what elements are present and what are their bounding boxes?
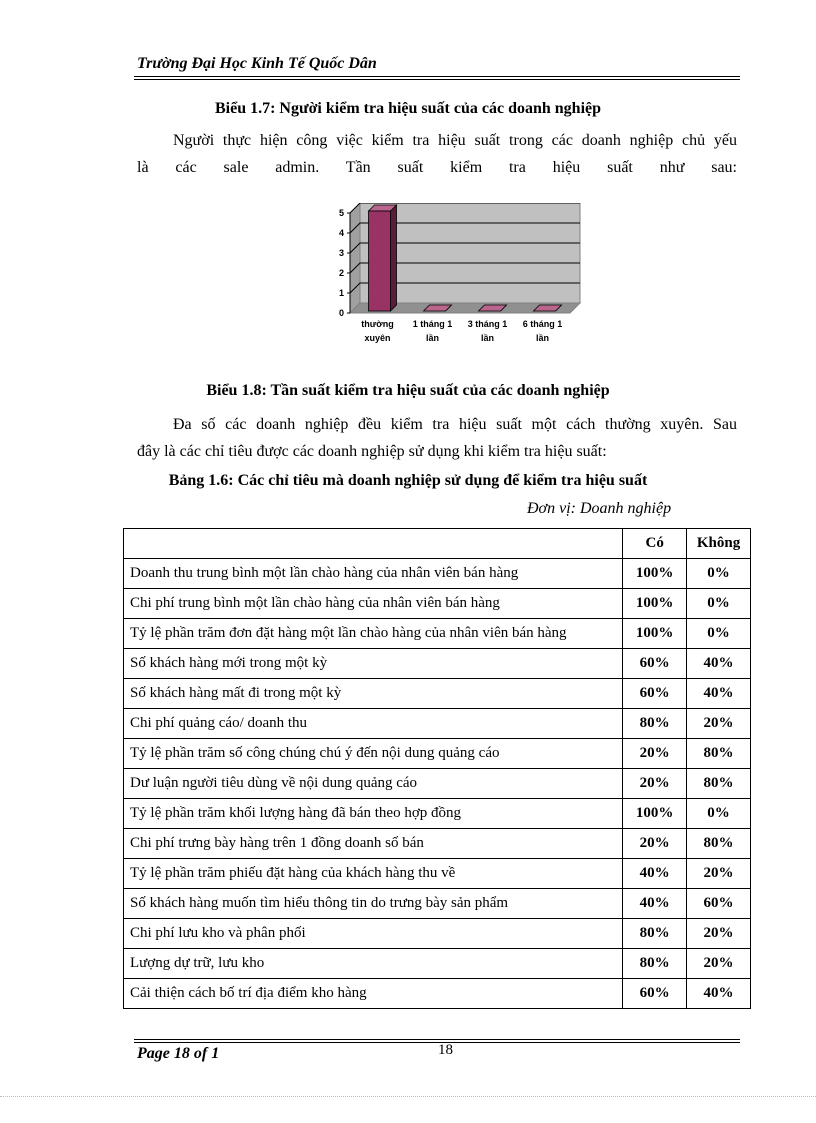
frequency-bar-chart (330, 203, 590, 355)
table-cell-no: 0% (687, 619, 751, 649)
table-cell-yes: 100% (623, 619, 687, 649)
page-bottom-divider (0, 1096, 816, 1097)
table-row (124, 889, 751, 919)
table-row (124, 739, 751, 769)
chart-y-tick-label: 0 (338, 308, 344, 318)
chart-x-tick-label: 1 tháng 1 (412, 319, 453, 329)
table-row (124, 709, 751, 739)
footer-rule-bottom (134, 1042, 740, 1043)
table-cell-indicator: Cải thiện cách bố trí địa điểm kho hàng (124, 979, 623, 1009)
table-cell-yes: 80% (623, 949, 687, 979)
table-header-no: Không (687, 529, 751, 559)
table-row (124, 679, 751, 709)
table-cell-no: 40% (687, 979, 751, 1009)
table-cell-no: 60% (687, 889, 751, 919)
table-row (124, 979, 751, 1009)
figure-1-7-caption: Biểu 1.7: Người kiểm tra hiệu suất của các doanh nghiệp (214, 100, 602, 117)
table-row (124, 799, 751, 829)
table-row (124, 589, 751, 619)
chart-y-tick-label: 4 (338, 228, 344, 238)
footer-page-label: Page 18 of 1 (137, 1045, 220, 1062)
chart-x-tick-label: lần (425, 333, 440, 343)
table-cell-indicator: Chi phí lưu kho và phân phối (124, 919, 623, 949)
table-cell-yes: 40% (623, 889, 687, 919)
table-cell-indicator: Chi phí trưng bày hàng trên 1 đồng doanh số bán (124, 829, 623, 859)
chart-y-tick-label: 3 (338, 248, 344, 258)
chart-x-tick-label: 3 tháng 1 (467, 319, 508, 329)
table-cell-indicator: Chi phí trung bình một lần chào hàng của nhân viên bán hàng (124, 589, 623, 619)
header-rule-bottom (134, 79, 740, 80)
table-cell-no: 80% (687, 769, 751, 799)
table-cell-no: 40% (687, 649, 751, 679)
table-row (124, 859, 751, 889)
figure-1-8-caption: Biểu 1.8: Tần suất kiểm tra hiệu suất của các doanh nghiệp (206, 382, 610, 399)
footer-rule-top (134, 1039, 740, 1040)
chart-x-tick-label: thường (361, 319, 394, 329)
table-cell-indicator: Chi phí quảng cáo/ doanh thu (124, 709, 623, 739)
table-cell-yes: 60% (623, 979, 687, 1009)
paragraph-1-line-2: là các sale admin. Tần suất kiểm tra hiệu suất như sau: (137, 159, 737, 176)
table-row (124, 619, 751, 649)
chart-x-tick-label: lần (480, 333, 495, 343)
table-row (124, 829, 751, 859)
table-cell-indicator: Số khách hàng muốn tìm hiểu thông tin do trưng bày sản phẩm (124, 889, 623, 919)
chart-x-tick-label: lần (535, 333, 550, 343)
table-cell-yes: 60% (623, 649, 687, 679)
table-cell-indicator: Tỷ lệ phần trăm đơn đặt hàng một lần chào hàng của nhân viên bán hàng (124, 619, 623, 649)
table-cell-no: 20% (687, 859, 751, 889)
table-cell-yes: 20% (623, 739, 687, 769)
table-row (124, 949, 751, 979)
table-row (124, 649, 751, 679)
table-cell-yes: 100% (623, 589, 687, 619)
table-unit-label: Đơn vị: Doanh nghiệp (527, 500, 672, 517)
table-cell-indicator: Dư luận người tiêu dùng về nội dung quảng cáo (124, 769, 623, 799)
table-cell-yes: 80% (623, 709, 687, 739)
chart-y-tick-label: 2 (338, 268, 344, 278)
table-cell-yes: 40% (623, 859, 687, 889)
table-cell-yes: 80% (623, 919, 687, 949)
table-cell-yes: 100% (623, 799, 687, 829)
table-row (124, 559, 751, 589)
chart-x-tick-label: 6 tháng 1 (522, 319, 563, 329)
table-cell-no: 20% (687, 949, 751, 979)
table-cell-no: 0% (687, 589, 751, 619)
table-cell-yes: 20% (623, 829, 687, 859)
chart-x-tick-label: xuyên (364, 333, 391, 343)
table-cell-no: 20% (687, 919, 751, 949)
paragraph-2-line-1: Đa số các doanh nghiệp đều kiểm tra hiệu suất một cách thường xuyên. Sau (173, 416, 737, 433)
chart-y-tick-label: 5 (338, 208, 344, 218)
table-cell-indicator: Số khách hàng mới trong một kỳ (124, 649, 623, 679)
chart-y-tick-label: 1 (338, 288, 344, 298)
chart-bar (369, 211, 391, 311)
table-header-indicator (124, 529, 623, 559)
table-1-6-caption: Bảng 1.6: Các chỉ tiêu mà doanh nghiệp sử dụng để kiểm tra hiệu suất (168, 472, 648, 489)
table-cell-indicator: Tỷ lệ phần trăm khối lượng hàng đã bán theo hợp đồng (124, 799, 623, 829)
table-cell-yes: 20% (623, 769, 687, 799)
table-cell-yes: 100% (623, 559, 687, 589)
indicator-table (123, 528, 751, 1009)
table-cell-no: 80% (687, 829, 751, 859)
chart-side-wall (350, 203, 360, 313)
table-cell-indicator: Số khách hàng mất đi trong một kỳ (124, 679, 623, 709)
paragraph-1-line-1: Người thực hiện công việc kiểm tra hiệu suất trong các doanh nghiệp chủ yếu (173, 132, 737, 149)
table-cell-no: 20% (687, 709, 751, 739)
table-header-row (124, 529, 751, 559)
table-cell-indicator: Doanh thu trung bình một lần chào hàng của nhân viên bán hàng (124, 559, 623, 589)
table-cell-no: 0% (687, 799, 751, 829)
header-rule-top (134, 76, 740, 77)
table-cell-no: 0% (687, 559, 751, 589)
table-cell-yes: 60% (623, 679, 687, 709)
table-cell-indicator: Tỷ lệ phần trăm số công chúng chú ý đến nội dung quảng cáo (124, 739, 623, 769)
table-header-yes: Có (623, 529, 687, 559)
paragraph-2-line-2: đây là các chỉ tiêu được các doanh nghiệp sử dụng khi kiểm tra hiệu suất: (137, 443, 607, 460)
table-row (124, 769, 751, 799)
table-cell-indicator: Lượng dự trữ, lưu kho (124, 949, 623, 979)
footer-page-number: 18 (438, 1042, 453, 1058)
table-cell-indicator: Tỷ lệ phần trăm phiếu đặt hàng của khách hàng thu về (124, 859, 623, 889)
table-row (124, 919, 751, 949)
table-cell-no: 40% (687, 679, 751, 709)
table-cell-no: 80% (687, 739, 751, 769)
document-header-title: Trường Đại Học Kinh Tế Quốc Dân (137, 55, 377, 72)
chart-bar-side (391, 205, 397, 311)
